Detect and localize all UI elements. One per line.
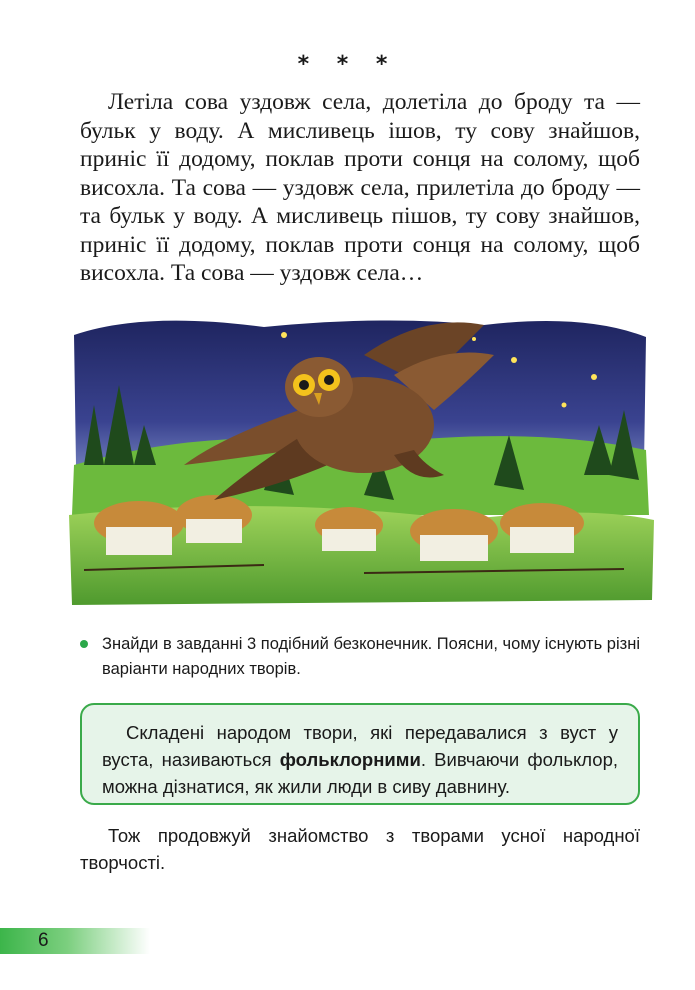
owl-village-illustration [64,315,656,607]
definition-text-before: Складені народом твори, які передавалися з вуст у вуста, називаються [102,722,618,770]
definition-text-after: . Вивчаючи фольклор, можна дізнатися, як жили люди в сиву давнину. [102,749,618,797]
definition-term: фольклорними [279,749,421,770]
page-number: 6 [38,930,49,951]
definition-box [80,703,640,805]
bullet-icon [80,640,88,648]
poem-text: Летіла сова уздовж села, долетіла до броду та — бульк у воду. А мисливець ішов, ту сову знайшов, приніс її додому, поклав проти сонця на солому, щоб висохла. Та сова — уздовж села, прилетіла до броду — та бульк у воду. А мисливець пішов, ту сову знайшов, приніс її додому, поклав проти сонця на солому, щоб висохла. Та сова — уздовж села… [80,89,640,286]
section-divider-stars: * * * [297,52,398,77]
task-text: Знайди в завданні 3 подібний безконечник. Поясни, чому існують різні варіанти народних творів. [102,635,640,678]
page-number-bar [0,928,150,954]
closing-paragraph: Тож продовжуй знайомство з творами усної народної творчості. [80,825,640,873]
task-item [80,632,640,682]
